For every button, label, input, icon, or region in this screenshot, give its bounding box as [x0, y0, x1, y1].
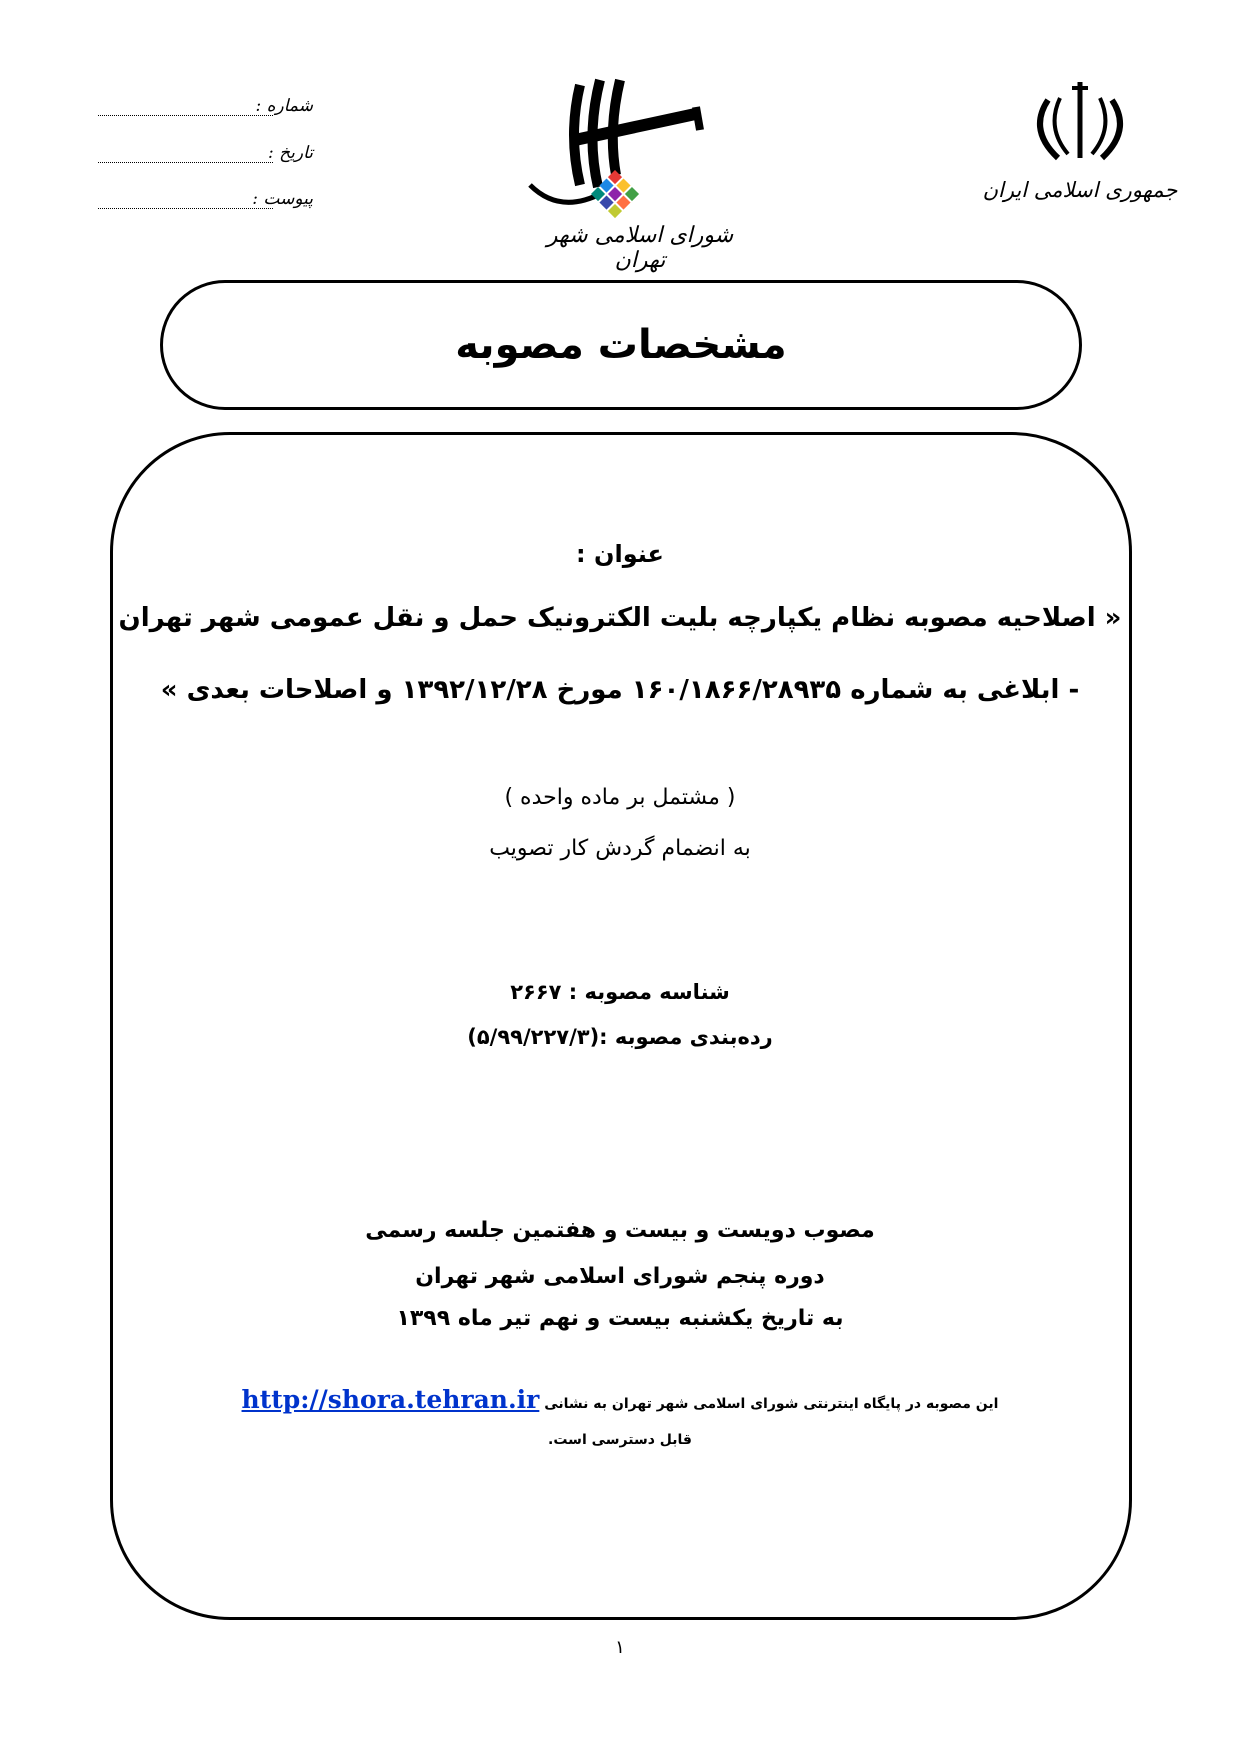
- resolution-classification: رده‌بندی مصوبه :(۵/۹۹/۲۲۷/۳): [467, 1025, 773, 1049]
- page-title: مشخصات مصوبه: [455, 322, 787, 368]
- number-dots: [98, 115, 273, 116]
- subject-line-1: « اصلاحیه مصوبه نظام یکپارچه بلیت الکترونیک حمل و نقل عمومی شهر تهران: [118, 603, 1122, 633]
- resolution-id: شناسه مصوبه : ۲۶۶۷: [510, 980, 730, 1004]
- subject-label: عنوان :: [576, 540, 664, 568]
- council-logo-icon: [520, 75, 760, 220]
- approval-date: به تاریخ یکشنبه بیست و نهم تیر ماه ۱۳۹۹: [396, 1306, 844, 1331]
- title-box: [160, 280, 1082, 410]
- website-link[interactable]: http://shora.tehran.ir: [241, 1385, 540, 1414]
- council-caption: شورای اسلامی شهر تهران: [546, 223, 734, 273]
- number-label: شماره :: [255, 96, 313, 116]
- date-dots: [98, 162, 273, 163]
- council-logo: [520, 75, 760, 275]
- subject-line-2: - ابلاغی به شماره ۱۶۰/۱۸۶۶/۲۸۹۳۵ مورخ ۱۳۹۲/۱۲/۲۸ و اصلاحات بعدی »: [160, 675, 1080, 705]
- date-field: [98, 143, 313, 169]
- approval-term: دوره پنجم شورای اسلامی شهر تهران: [415, 1264, 825, 1289]
- note-workflow: به انضمام گردش کار تصویب: [489, 836, 751, 861]
- attachment-dots: [98, 208, 273, 209]
- website-prefix: این مصوبه در پایگاه اینترنتی شورای اسلامی شهر تهران به نشانی: [544, 1396, 999, 1412]
- date-label: تاریخ :: [268, 143, 313, 163]
- website-suffix: قابل دسترسی است.: [548, 1432, 692, 1448]
- page-number: ۱: [615, 1637, 625, 1658]
- website-notice: [0, 1385, 1240, 1414]
- number-field: [98, 96, 313, 122]
- emblem-caption: جمهوری اسلامی ایران: [982, 178, 1178, 202]
- iran-emblem-icon: [980, 70, 1180, 170]
- attachment-label: پیوست :: [252, 189, 313, 209]
- attachment-field: [98, 189, 313, 215]
- iran-emblem: [980, 70, 1180, 220]
- approval-session: مصوب دویست و بیست و هفتمین جلسه رسمی: [365, 1218, 875, 1243]
- note-single-article: ( مشتمل بر ماده واحده ): [504, 785, 736, 810]
